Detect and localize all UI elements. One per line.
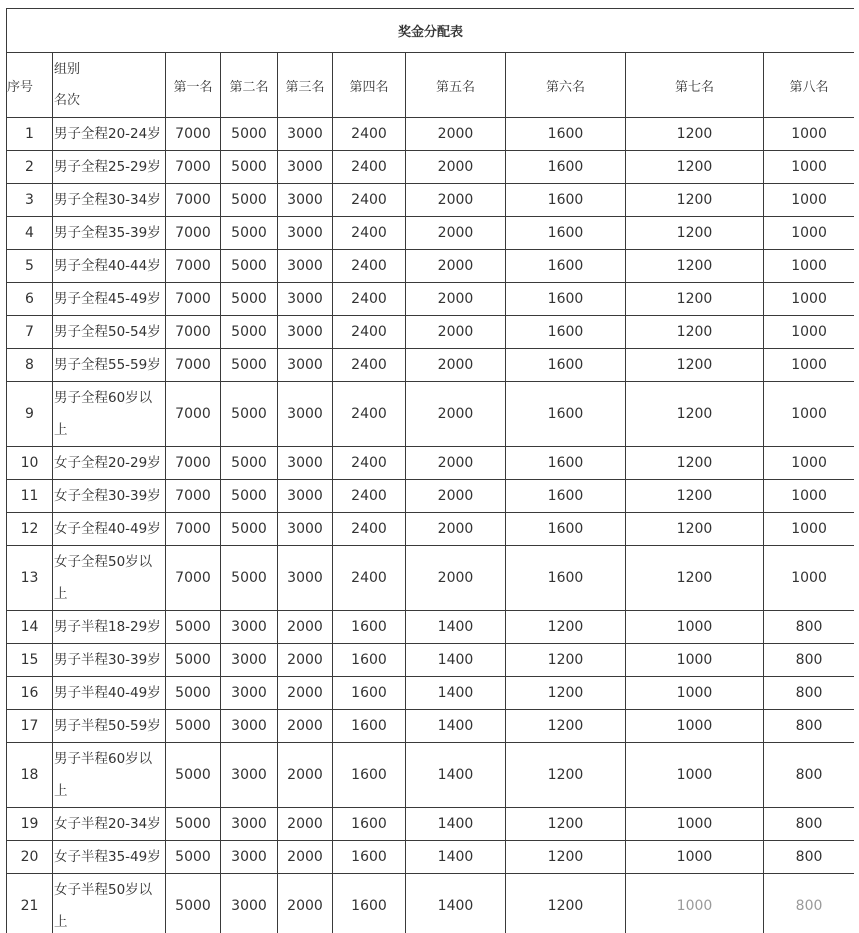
prize-place-5: 1400 <box>406 677 506 710</box>
prize-place-8: 1000 <box>764 513 855 546</box>
table-row <box>7 250 855 283</box>
prize-place-2: 3000 <box>221 611 278 644</box>
prize-place-6: 1600 <box>506 217 626 250</box>
prize-place-5: 1400 <box>406 644 506 677</box>
prize-place-7: 1200 <box>626 513 764 546</box>
prize-place-1: 7000 <box>166 118 221 151</box>
prize-place-8: 1000 <box>764 250 855 283</box>
prize-place-4: 2400 <box>333 250 406 283</box>
prize-place-8: 1000 <box>764 118 855 151</box>
header-seq: 序号 <box>7 53 53 118</box>
prize-place-8: 1000 <box>764 184 855 217</box>
prize-place-3: 3000 <box>278 217 333 250</box>
prize-place-8: 800 <box>764 743 855 808</box>
prize-place-3: 2000 <box>278 611 333 644</box>
prize-place-6: 1600 <box>506 546 626 611</box>
prize-place-6: 1600 <box>506 513 626 546</box>
prize-place-4: 2400 <box>333 118 406 151</box>
prize-place-1: 7000 <box>166 546 221 611</box>
prize-place-4: 2400 <box>333 316 406 349</box>
prize-place-1: 5000 <box>166 710 221 743</box>
title-row <box>7 9 855 53</box>
prize-place-4: 1600 <box>333 874 406 933</box>
prize-place-7: 1000 <box>626 710 764 743</box>
prize-place-6: 1200 <box>506 710 626 743</box>
prize-place-4: 2400 <box>333 184 406 217</box>
row-group: 男子半程50-59岁 <box>53 710 166 743</box>
table-row <box>7 710 855 743</box>
prize-place-1: 7000 <box>166 316 221 349</box>
prize-place-6: 1600 <box>506 349 626 382</box>
prize-place-3: 3000 <box>278 250 333 283</box>
prize-place-2: 5000 <box>221 316 278 349</box>
table-row <box>7 841 855 874</box>
row-seq: 16 <box>7 677 53 710</box>
prize-place-6: 1200 <box>506 677 626 710</box>
prize-place-2: 5000 <box>221 283 278 316</box>
prize-place-4: 1600 <box>333 808 406 841</box>
header-row <box>7 53 855 118</box>
prize-place-3: 3000 <box>278 480 333 513</box>
prize-place-7: 1200 <box>626 250 764 283</box>
prize-place-5: 2000 <box>406 546 506 611</box>
prize-table-container <box>6 8 854 933</box>
row-group: 男子全程50-54岁 <box>53 316 166 349</box>
row-group: 男子全程40-44岁 <box>53 250 166 283</box>
row-seq: 21 <box>7 874 53 933</box>
prize-place-7: 1200 <box>626 316 764 349</box>
prize-place-4: 1600 <box>333 841 406 874</box>
prize-place-8: 800 <box>764 808 855 841</box>
row-seq: 6 <box>7 283 53 316</box>
prize-place-8: 1000 <box>764 151 855 184</box>
prize-place-6: 1600 <box>506 480 626 513</box>
prize-place-8: 1000 <box>764 382 855 447</box>
header-place-2: 第二名 <box>221 53 278 118</box>
header-place-1: 第一名 <box>166 53 221 118</box>
prize-place-3: 3000 <box>278 283 333 316</box>
header-place-5: 第五名 <box>406 53 506 118</box>
prize-place-3: 3000 <box>278 118 333 151</box>
row-group: 男子全程35-39岁 <box>53 217 166 250</box>
header-group-line1: 组别 <box>54 62 81 77</box>
prize-place-3: 3000 <box>278 316 333 349</box>
prize-place-7: 1000 <box>626 743 764 808</box>
prize-place-3: 2000 <box>278 841 333 874</box>
header-place-3: 第三名 <box>278 53 333 118</box>
prize-place-2: 5000 <box>221 480 278 513</box>
prize-place-5: 2000 <box>406 513 506 546</box>
prize-place-3: 2000 <box>278 808 333 841</box>
header-place-8: 第八名 <box>764 53 855 118</box>
prize-place-5: 2000 <box>406 447 506 480</box>
prize-place-5: 1400 <box>406 808 506 841</box>
table-row <box>7 447 855 480</box>
prize-place-4: 1600 <box>333 743 406 808</box>
prize-distribution-table <box>6 8 854 933</box>
prize-place-5: 2000 <box>406 217 506 250</box>
prize-place-5: 2000 <box>406 184 506 217</box>
prize-place-4: 1600 <box>333 677 406 710</box>
prize-place-3: 3000 <box>278 546 333 611</box>
prize-place-8: 1000 <box>764 349 855 382</box>
prize-place-5: 2000 <box>406 382 506 447</box>
prize-place-7: 1000 <box>626 874 764 933</box>
prize-place-1: 7000 <box>166 513 221 546</box>
prize-place-6: 1600 <box>506 151 626 184</box>
prize-place-1: 5000 <box>166 644 221 677</box>
prize-place-3: 3000 <box>278 184 333 217</box>
prize-place-8: 1000 <box>764 480 855 513</box>
table-row <box>7 151 855 184</box>
table-row <box>7 184 855 217</box>
row-seq: 5 <box>7 250 53 283</box>
table-title: 奖金分配表 <box>7 9 855 53</box>
prize-place-5: 1400 <box>406 841 506 874</box>
prize-place-8: 800 <box>764 677 855 710</box>
row-seq: 7 <box>7 316 53 349</box>
prize-place-4: 2400 <box>333 349 406 382</box>
table-row <box>7 316 855 349</box>
prize-place-8: 1000 <box>764 546 855 611</box>
row-seq: 3 <box>7 184 53 217</box>
prize-place-7: 1000 <box>626 808 764 841</box>
prize-place-5: 2000 <box>406 480 506 513</box>
prize-place-8: 800 <box>764 874 855 933</box>
table-row <box>7 743 855 808</box>
row-group: 男子全程30-34岁 <box>53 184 166 217</box>
prize-place-5: 1400 <box>406 743 506 808</box>
row-seq: 13 <box>7 546 53 611</box>
prize-place-1: 7000 <box>166 250 221 283</box>
prize-place-6: 1600 <box>506 382 626 447</box>
header-place-7: 第七名 <box>626 53 764 118</box>
prize-place-4: 2400 <box>333 480 406 513</box>
prize-place-1: 7000 <box>166 217 221 250</box>
table-row <box>7 283 855 316</box>
prize-place-5: 2000 <box>406 118 506 151</box>
table-row <box>7 546 855 611</box>
prize-place-7: 1200 <box>626 349 764 382</box>
prize-place-5: 1400 <box>406 874 506 933</box>
row-group: 男子半程40-49岁 <box>53 677 166 710</box>
row-seq: 10 <box>7 447 53 480</box>
row-group: 男子半程60岁以上 <box>53 743 166 808</box>
prize-place-2: 3000 <box>221 808 278 841</box>
prize-place-7: 1200 <box>626 447 764 480</box>
prize-place-2: 3000 <box>221 710 278 743</box>
row-group: 女子全程50岁以上 <box>53 546 166 611</box>
prize-place-7: 1200 <box>626 283 764 316</box>
prize-place-8: 800 <box>764 841 855 874</box>
prize-place-1: 7000 <box>166 151 221 184</box>
prize-place-7: 1000 <box>626 611 764 644</box>
row-group: 男子全程55-59岁 <box>53 349 166 382</box>
prize-place-6: 1600 <box>506 447 626 480</box>
prize-place-6: 1600 <box>506 184 626 217</box>
prize-place-2: 3000 <box>221 841 278 874</box>
row-group: 男子全程20-24岁 <box>53 118 166 151</box>
prize-place-7: 1200 <box>626 480 764 513</box>
prize-place-3: 3000 <box>278 513 333 546</box>
prize-place-5: 2000 <box>406 283 506 316</box>
row-seq: 11 <box>7 480 53 513</box>
row-group: 女子半程20-34岁 <box>53 808 166 841</box>
row-group: 男子半程30-39岁 <box>53 644 166 677</box>
row-seq: 2 <box>7 151 53 184</box>
prize-place-3: 2000 <box>278 644 333 677</box>
row-group: 女子全程20-29岁 <box>53 447 166 480</box>
prize-place-1: 7000 <box>166 480 221 513</box>
prize-place-6: 1200 <box>506 841 626 874</box>
prize-place-7: 1000 <box>626 677 764 710</box>
prize-place-8: 800 <box>764 710 855 743</box>
row-group: 女子全程40-49岁 <box>53 513 166 546</box>
header-place-4: 第四名 <box>333 53 406 118</box>
prize-place-4: 2400 <box>333 546 406 611</box>
prize-place-5: 2000 <box>406 349 506 382</box>
prize-place-2: 5000 <box>221 250 278 283</box>
prize-place-2: 3000 <box>221 677 278 710</box>
row-group: 男子半程18-29岁 <box>53 611 166 644</box>
prize-place-6: 1200 <box>506 874 626 933</box>
row-group: 男子全程25-29岁 <box>53 151 166 184</box>
table-row <box>7 677 855 710</box>
prize-place-2: 5000 <box>221 447 278 480</box>
prize-place-8: 1000 <box>764 283 855 316</box>
prize-place-4: 2400 <box>333 217 406 250</box>
prize-place-4: 2400 <box>333 151 406 184</box>
prize-place-1: 5000 <box>166 611 221 644</box>
row-seq: 18 <box>7 743 53 808</box>
prize-place-4: 1600 <box>333 710 406 743</box>
prize-place-6: 1600 <box>506 118 626 151</box>
prize-place-4: 1600 <box>333 611 406 644</box>
prize-place-8: 1000 <box>764 217 855 250</box>
prize-place-5: 2000 <box>406 316 506 349</box>
prize-place-2: 5000 <box>221 184 278 217</box>
prize-place-1: 5000 <box>166 841 221 874</box>
row-seq: 20 <box>7 841 53 874</box>
table-row <box>7 217 855 250</box>
prize-place-8: 1000 <box>764 447 855 480</box>
prize-place-7: 1200 <box>626 546 764 611</box>
prize-place-8: 800 <box>764 644 855 677</box>
prize-place-7: 1200 <box>626 184 764 217</box>
row-group: 女子全程30-39岁 <box>53 480 166 513</box>
table-row <box>7 349 855 382</box>
prize-place-5: 1400 <box>406 611 506 644</box>
prize-place-2: 5000 <box>221 513 278 546</box>
prize-place-6: 1600 <box>506 316 626 349</box>
prize-place-4: 1600 <box>333 644 406 677</box>
prize-place-8: 800 <box>764 611 855 644</box>
prize-place-7: 1200 <box>626 151 764 184</box>
prize-place-8: 1000 <box>764 316 855 349</box>
row-seq: 12 <box>7 513 53 546</box>
table-row <box>7 480 855 513</box>
prize-place-1: 7000 <box>166 447 221 480</box>
row-group: 女子半程35-49岁 <box>53 841 166 874</box>
prize-place-7: 1200 <box>626 118 764 151</box>
prize-place-7: 1200 <box>626 217 764 250</box>
header-place-6: 第六名 <box>506 53 626 118</box>
prize-place-4: 2400 <box>333 283 406 316</box>
prize-place-5: 2000 <box>406 151 506 184</box>
prize-place-4: 2400 <box>333 382 406 447</box>
prize-place-6: 1600 <box>506 250 626 283</box>
row-seq: 4 <box>7 217 53 250</box>
table-row <box>7 513 855 546</box>
row-seq: 19 <box>7 808 53 841</box>
prize-place-5: 2000 <box>406 250 506 283</box>
prize-place-3: 3000 <box>278 382 333 447</box>
prize-place-2: 5000 <box>221 349 278 382</box>
prize-place-1: 7000 <box>166 349 221 382</box>
prize-place-1: 7000 <box>166 283 221 316</box>
prize-place-2: 5000 <box>221 546 278 611</box>
prize-place-3: 3000 <box>278 349 333 382</box>
prize-place-3: 3000 <box>278 151 333 184</box>
row-group: 男子全程45-49岁 <box>53 283 166 316</box>
prize-place-1: 5000 <box>166 808 221 841</box>
prize-place-1: 5000 <box>166 743 221 808</box>
prize-place-2: 5000 <box>221 118 278 151</box>
table-row <box>7 611 855 644</box>
row-seq: 17 <box>7 710 53 743</box>
prize-place-5: 1400 <box>406 710 506 743</box>
table-row <box>7 644 855 677</box>
row-seq: 14 <box>7 611 53 644</box>
prize-place-6: 1200 <box>506 808 626 841</box>
prize-place-2: 5000 <box>221 382 278 447</box>
prize-place-1: 7000 <box>166 382 221 447</box>
prize-place-3: 2000 <box>278 743 333 808</box>
prize-place-1: 5000 <box>166 677 221 710</box>
prize-place-1: 7000 <box>166 184 221 217</box>
prize-place-6: 1200 <box>506 743 626 808</box>
prize-place-2: 3000 <box>221 743 278 808</box>
prize-place-1: 5000 <box>166 874 221 933</box>
prize-place-3: 2000 <box>278 874 333 933</box>
prize-place-2: 3000 <box>221 874 278 933</box>
table-body <box>7 9 855 933</box>
header-group <box>53 53 166 118</box>
table-row <box>7 874 855 933</box>
row-seq: 15 <box>7 644 53 677</box>
prize-place-6: 1600 <box>506 283 626 316</box>
prize-place-3: 2000 <box>278 710 333 743</box>
prize-place-7: 1200 <box>626 382 764 447</box>
header-group-line2: 名次 <box>54 93 81 108</box>
prize-place-2: 3000 <box>221 644 278 677</box>
table-row <box>7 808 855 841</box>
prize-place-4: 2400 <box>333 513 406 546</box>
prize-place-2: 5000 <box>221 151 278 184</box>
row-seq: 1 <box>7 118 53 151</box>
prize-place-6: 1200 <box>506 611 626 644</box>
prize-place-3: 2000 <box>278 677 333 710</box>
row-group: 女子半程50岁以上 <box>53 874 166 933</box>
prize-place-6: 1200 <box>506 644 626 677</box>
row-group: 男子全程60岁以上 <box>53 382 166 447</box>
table-row <box>7 382 855 447</box>
prize-place-3: 3000 <box>278 447 333 480</box>
table-row <box>7 118 855 151</box>
prize-place-7: 1000 <box>626 841 764 874</box>
row-seq: 9 <box>7 382 53 447</box>
row-seq: 8 <box>7 349 53 382</box>
prize-place-4: 2400 <box>333 447 406 480</box>
prize-place-7: 1000 <box>626 644 764 677</box>
prize-place-2: 5000 <box>221 217 278 250</box>
